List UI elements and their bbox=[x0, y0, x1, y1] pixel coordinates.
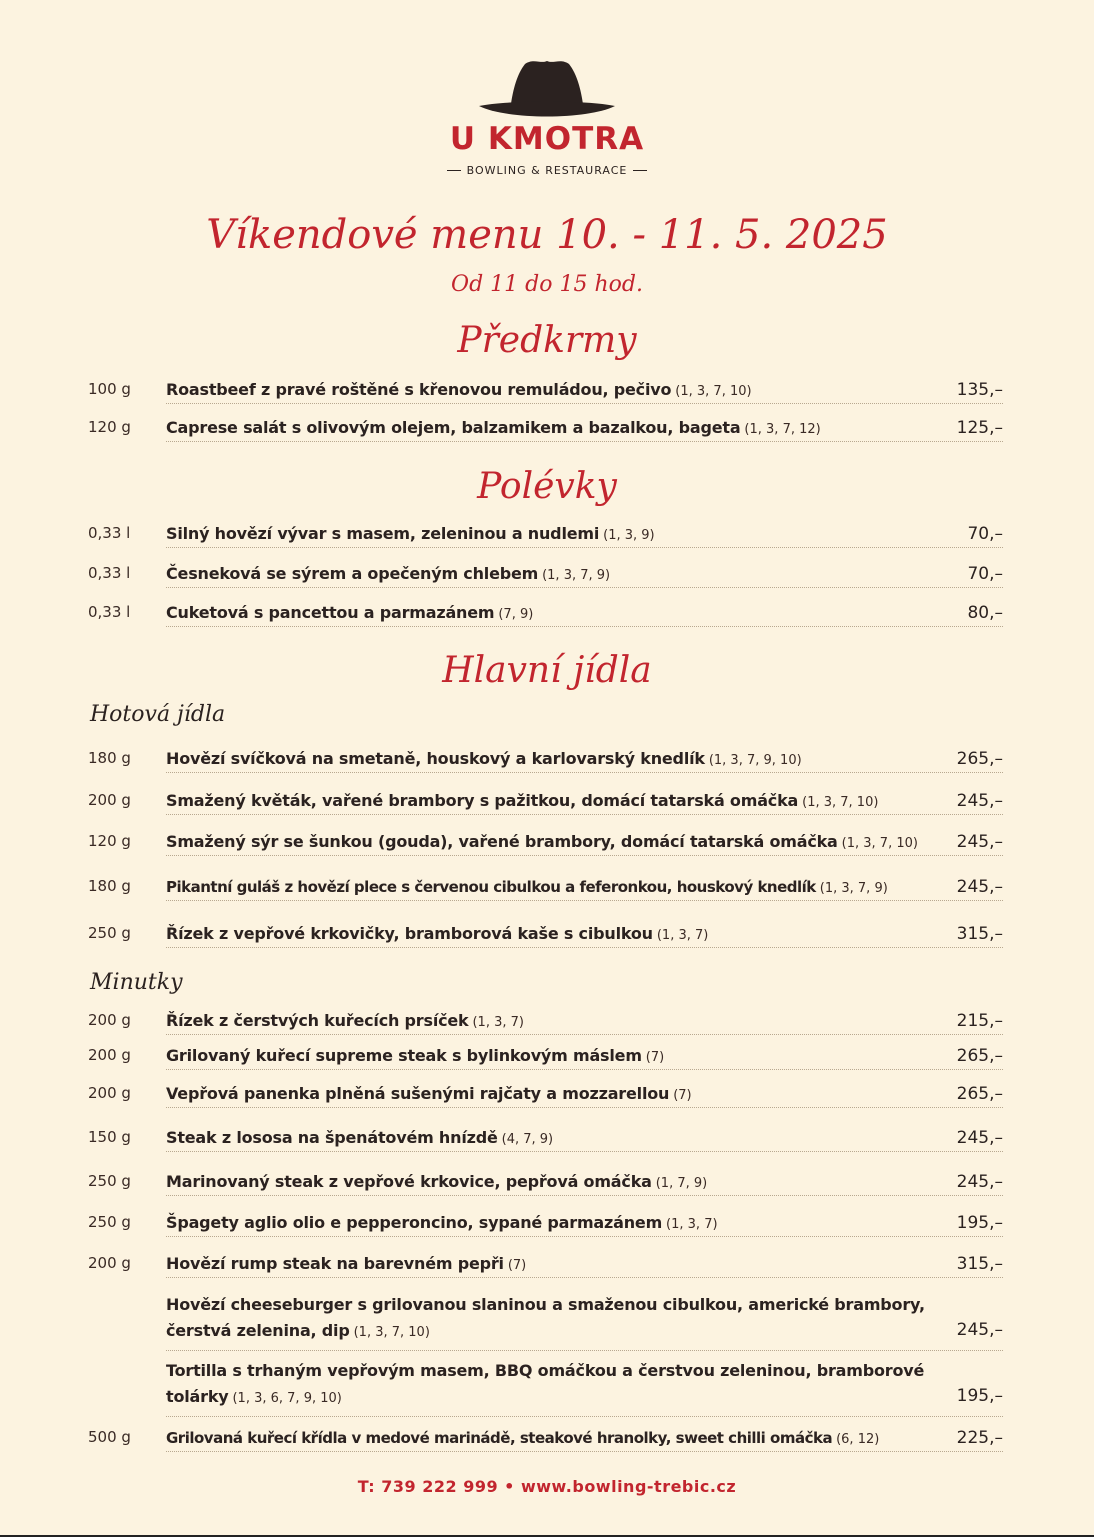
item-weight: 180 g bbox=[88, 877, 131, 895]
item-price: 245,– bbox=[951, 1320, 1003, 1340]
item-price: 245,– bbox=[951, 791, 1003, 811]
item-allergens: (1, 3, 7, 12) bbox=[744, 422, 821, 437]
item-price: 80,– bbox=[961, 603, 1003, 623]
hat-icon bbox=[477, 58, 617, 120]
item-name: Grilovaná kuřecí křídla v medové marinádě, steakové hranolky, sweet chilli omáčka bbox=[166, 1429, 833, 1447]
item-price: 70,– bbox=[961, 564, 1003, 584]
item-name: Řízek z čerstvých kuřecích prsíček bbox=[166, 1011, 469, 1030]
item-price: 195,– bbox=[951, 1386, 1003, 1406]
item-name: Marinovaný steak z vepřové krkovice, pepřová omáčka bbox=[166, 1172, 652, 1191]
item-price: 225,– bbox=[951, 1428, 1003, 1448]
item-name: Vepřová panenka plněná sušenými rajčaty a mozzarellou bbox=[166, 1084, 670, 1103]
item-allergens: (7) bbox=[507, 1258, 527, 1273]
item-price: 245,– bbox=[951, 877, 1003, 897]
item-price: 70,– bbox=[961, 524, 1003, 544]
item-allergens: (6, 12) bbox=[836, 1432, 880, 1447]
item-weight: 0,33 l bbox=[88, 564, 131, 582]
item-name: Tortilla s trhaným vepřovým masem, BBQ omáčkou a čerstvou zeleninou, bramborové tolárky bbox=[166, 1361, 925, 1406]
item-allergens: (1, 7, 9) bbox=[655, 1176, 708, 1191]
item-allergens: (7, 9) bbox=[498, 607, 534, 622]
item-name: Řízek z vepřové krkovičky, bramborová kaše s cibulkou bbox=[166, 924, 653, 943]
section-heading-hlavni: Hlavní jídla bbox=[442, 650, 652, 691]
item-allergens: (1, 3, 7, 10) bbox=[353, 1325, 430, 1340]
item-price: 315,– bbox=[951, 1254, 1003, 1274]
item-name: Cuketová s pancettou a parmazánem bbox=[166, 603, 495, 622]
footer-contact: T: 739 222 999 • www.bowling-trebic.cz bbox=[357, 1477, 737, 1496]
item-weight: 200 g bbox=[88, 1084, 131, 1102]
item-allergens: (1, 3, 6, 7, 9, 10) bbox=[232, 1391, 342, 1406]
brand-name: U KMOTRA bbox=[449, 121, 645, 157]
item-weight: 250 g bbox=[88, 1172, 131, 1190]
item-price: 135,– bbox=[951, 380, 1003, 400]
item-weight: 0,33 l bbox=[88, 603, 131, 621]
item-name: Grilovaný kuřecí supreme steak s bylinkovým máslem bbox=[166, 1046, 642, 1065]
item-name: Silný hovězí vývar s masem, zeleninou a nudlemi bbox=[166, 524, 600, 543]
item-allergens: (7) bbox=[673, 1088, 692, 1103]
item-weight: 150 g bbox=[88, 1128, 131, 1146]
item-weight: 500 g bbox=[88, 1428, 131, 1446]
item-weight: 250 g bbox=[88, 1213, 131, 1231]
subheading-minutky: Minutky bbox=[90, 970, 183, 995]
item-price: 245,– bbox=[951, 832, 1003, 852]
item-price: 265,– bbox=[951, 1084, 1003, 1104]
section-heading-polevky: Polévky bbox=[477, 466, 617, 507]
item-name: Steak z lososa na špenátovém hnízdě bbox=[166, 1128, 498, 1147]
item-weight: 200 g bbox=[88, 1254, 131, 1272]
brand-subtitle: BOWLING & RESTAURACE bbox=[447, 164, 648, 177]
item-weight: 200 g bbox=[88, 791, 131, 809]
item-name: Smažený květák, vařené brambory s pažitkou, domácí tatarská omáčka bbox=[166, 791, 799, 810]
item-price: 265,– bbox=[951, 1046, 1003, 1066]
item-name: Caprese salát s olivovým olejem, balzamikem a bazalkou, bageta bbox=[166, 418, 741, 437]
item-name: Česneková se sýrem a opečeným chlebem bbox=[166, 564, 539, 583]
item-allergens: (4, 7, 9) bbox=[501, 1132, 554, 1147]
item-allergens: (1, 3, 9) bbox=[603, 528, 655, 543]
item-allergens: (1, 3, 7, 9) bbox=[819, 881, 888, 896]
item-price: 315,– bbox=[951, 924, 1003, 944]
item-weight: 200 g bbox=[88, 1046, 131, 1064]
subheading-hotova: Hotová jídla bbox=[90, 702, 226, 727]
item-price: 245,– bbox=[951, 1172, 1003, 1192]
item-price: 265,– bbox=[951, 749, 1003, 769]
item-allergens: (1, 3, 7, 9) bbox=[542, 568, 611, 583]
item-allergens: (1, 3, 7) bbox=[656, 928, 709, 943]
item-allergens: (1, 3, 7, 10) bbox=[802, 795, 879, 810]
item-name: Pikantní guláš z hovězí plece s červenou cibulkou a feferonkou, houskový knedlík bbox=[166, 878, 816, 896]
item-price: 245,– bbox=[951, 1128, 1003, 1148]
menu-hours: Od 11 do 15 hod. bbox=[451, 272, 643, 297]
item-price: 195,– bbox=[951, 1213, 1003, 1233]
item-name: Smažený sýr se šunkou (gouda), vařené brambory, domácí tatarská omáčka bbox=[166, 832, 838, 851]
item-allergens: (7) bbox=[645, 1050, 665, 1065]
item-name: Roastbeef z pravé roštěné s křenovou remuládou, pečivo bbox=[166, 380, 672, 399]
item-weight: 120 g bbox=[88, 832, 131, 850]
item-weight: 100 g bbox=[88, 380, 131, 398]
item-weight: 0,33 l bbox=[88, 524, 131, 542]
item-price: 215,– bbox=[951, 1011, 1003, 1031]
logo bbox=[0, 58, 1094, 177]
menu-title: Víkendové menu 10. - 11. 5. 2025 bbox=[206, 212, 888, 258]
item-allergens: (1, 3, 7) bbox=[472, 1015, 524, 1030]
item-allergens: (1, 3, 7, 10) bbox=[675, 384, 752, 399]
section-heading-predkrmy: Předkrmy bbox=[457, 320, 637, 361]
item-name: Hovězí svíčková na smetaně, houskový a karlovarský knedlík bbox=[166, 749, 705, 768]
item-allergens: (1, 3, 7) bbox=[666, 1217, 718, 1232]
item-weight: 250 g bbox=[88, 924, 131, 942]
item-name: Špagety aglio olio e pepperoncino, sypané parmazánem bbox=[166, 1213, 663, 1232]
item-weight: 120 g bbox=[88, 418, 131, 436]
item-price: 125,– bbox=[951, 418, 1003, 438]
item-name: Hovězí cheeseburger s grilovanou slaninou a smaženou cibulkou, americké brambory, čerstvá zelenina, dip bbox=[166, 1295, 925, 1340]
item-weight: 200 g bbox=[88, 1011, 131, 1029]
item-allergens: (1, 3, 7, 9, 10) bbox=[708, 753, 802, 768]
item-weight: 180 g bbox=[88, 749, 131, 767]
item-allergens: (1, 3, 7, 10) bbox=[841, 836, 918, 851]
item-name: Hovězí rump steak na barevném pepři bbox=[166, 1254, 504, 1273]
